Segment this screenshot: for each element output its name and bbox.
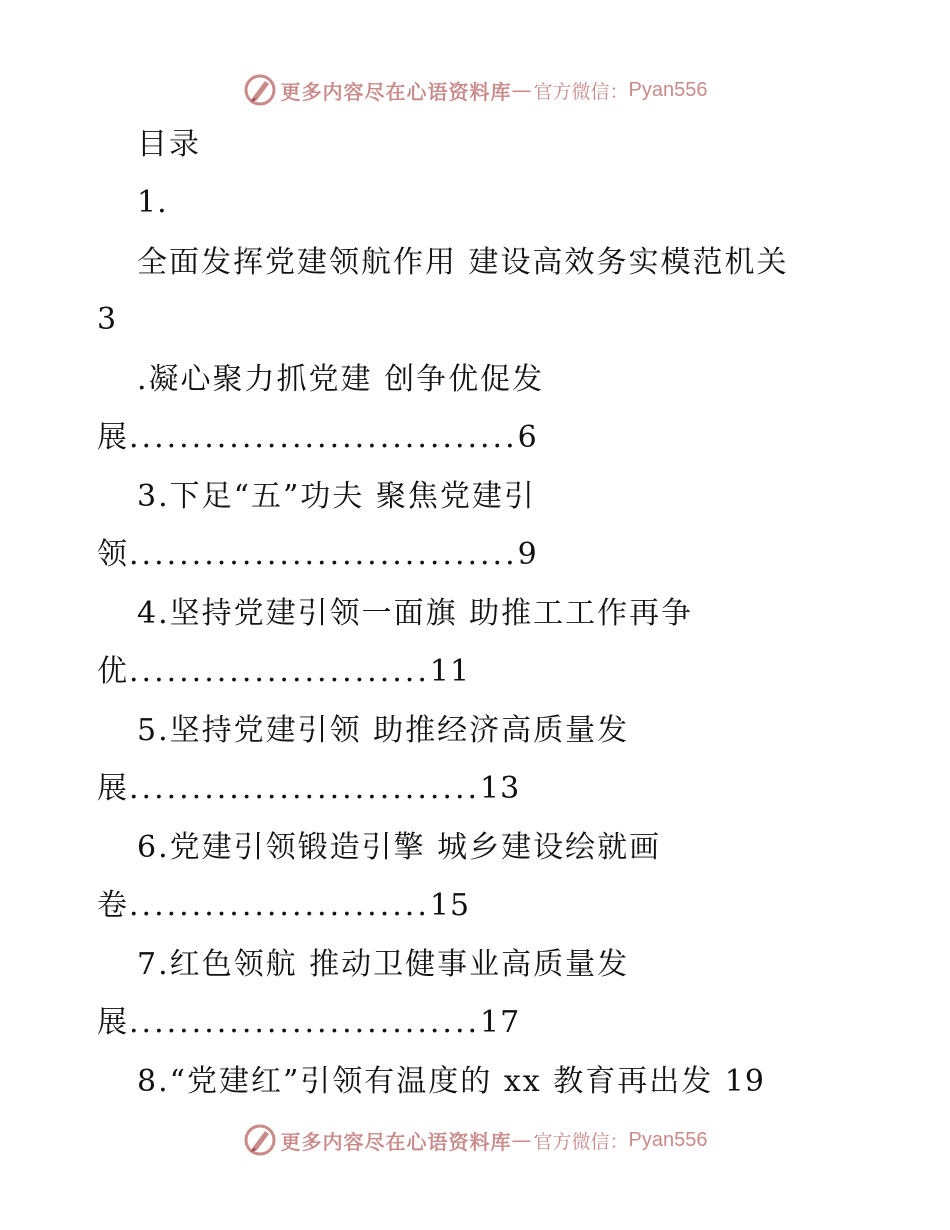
pen-logo-icon [243,1123,277,1157]
watermark-wechat-id: Pyan556 [628,78,708,101]
toc-item-8-row [137,1062,765,1102]
toc-item-7-tail: 展 [97,1005,129,1040]
toc-item-6-tail: 卷 [97,888,129,923]
watermark-wechat-id: Pyan556 [628,1128,708,1151]
watermark-text: 更多内容尽在心语资料库 [280,79,512,104]
toc-item-3-page: 9 [517,537,538,572]
toc-item-4-page: 11 [429,654,471,689]
toc-item-5-title: 5.坚持党建引领 助推经济高质量发 [137,713,630,748]
header-watermark [0,70,950,110]
toc-item-5-leader [97,769,520,809]
toc-item-1-page: 3 [97,302,118,337]
toc-item-3-tail: 领 [97,537,129,572]
toc-item-7-leader [97,1003,520,1043]
toc-item-4-tail: 优 [97,654,129,689]
watermark-wechat-label: 官方微信： [533,80,629,103]
toc-item-1-title: 全面发挥党建领航作用 建设高效务实模范机关 [137,245,789,280]
toc-item-3-title: 3.下足“五”功夫 聚焦党建引 [137,479,536,514]
toc-item-6-page: 15 [429,888,471,923]
watermark-dash: — [511,78,532,102]
toc-item-7-dots: ............................ [129,1005,481,1040]
toc-item-2-leader [97,418,538,458]
toc-item-4-dots: ........................ [129,654,430,689]
toc-item-5-dots: ............................ [129,771,481,806]
watermark-text: 更多内容尽在心语资料库 [280,1129,512,1154]
toc-item-2-page: 6 [517,420,538,455]
pen-logo-icon [243,73,277,107]
toc-title: 目录 [137,127,201,162]
toc-item-6-title: 6.党建引领锻造引擎 城乡建设绘就画 [137,830,662,865]
toc-item-6-leader [97,886,470,926]
toc-item-1-number: 1. [137,185,168,220]
toc-item-2-tail: 展 [97,420,129,455]
watermark-wechat-label: 官方微信： [533,1130,629,1153]
toc-item-6-dots: ........................ [129,888,430,923]
toc-item-3-dots: ............................... [129,537,518,572]
toc-item-5-tail: 展 [97,771,129,806]
toc-item-5-page: 13 [480,771,521,806]
toc-item-4-title: 4.坚持党建引领一面旗 助推工工作再争 [137,596,694,631]
footer-watermark [0,1120,950,1160]
toc-item-8-title: 8.“党建红”引领有温度的 xx 教育再出发 [137,1064,714,1099]
toc-item-2-title: .凝心聚力抓党建 创争优促发 [137,362,545,397]
toc-item-8-page: 19 [724,1064,765,1099]
toc-item-7-page: 17 [480,1005,521,1040]
toc-item-4-leader [97,652,470,692]
watermark-dash: — [511,1128,532,1152]
toc-item-3-leader [97,535,538,575]
toc-item-7-title: 7.红色领航 推动卫健事业高质量发 [137,947,630,982]
toc-item-2-dots: ............................... [129,420,518,455]
